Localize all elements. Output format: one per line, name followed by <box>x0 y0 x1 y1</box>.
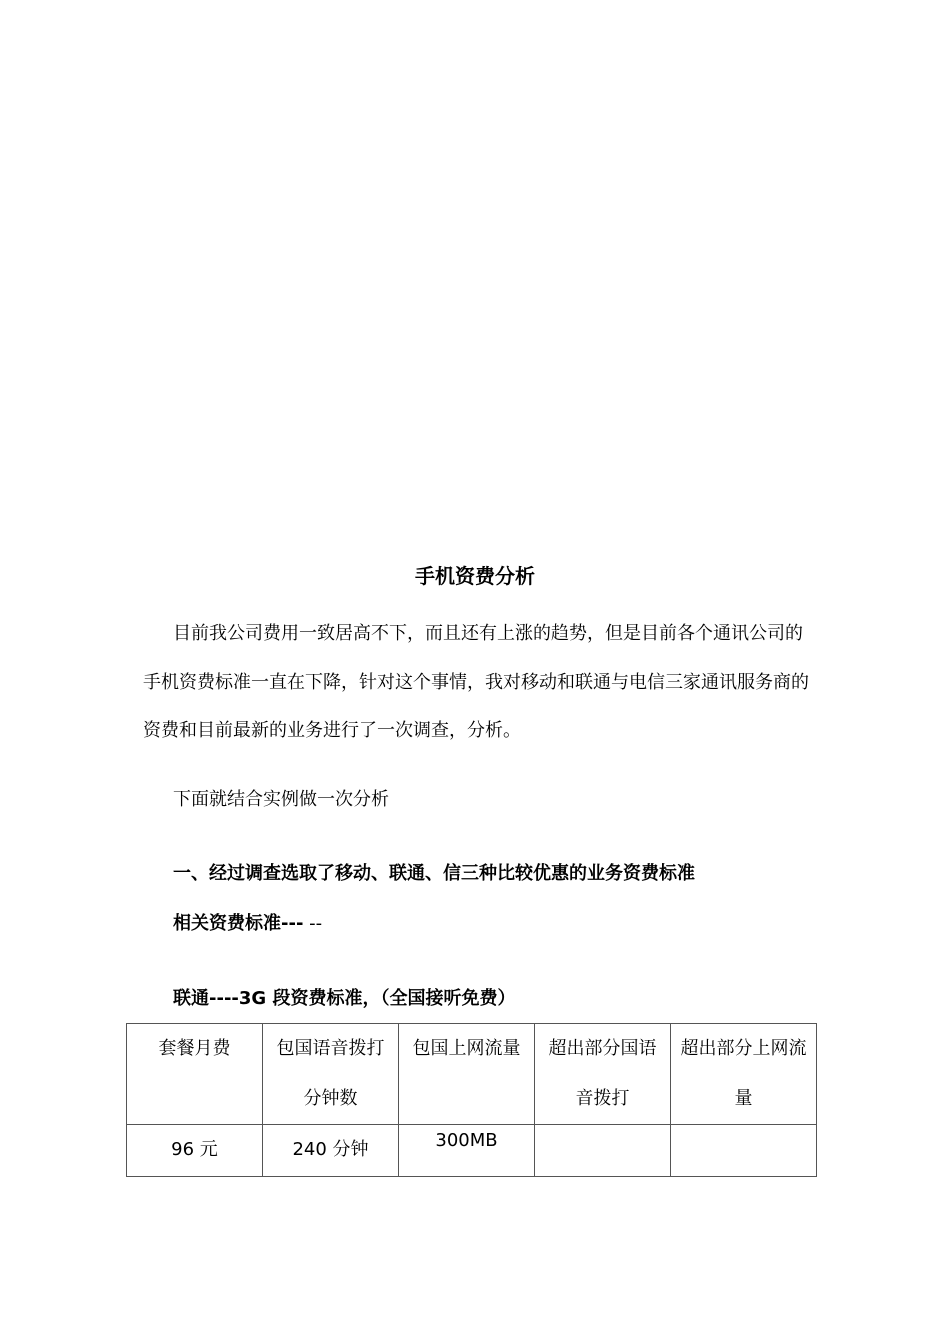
analysis-line: 下面就结合实例做一次分析 <box>173 789 389 810</box>
related-standards-label: 相关资费标准--- <box>173 913 304 934</box>
table-cell: 96 元 <box>127 1125 263 1177</box>
table-header-cell: 包国上网流量 <box>399 1024 535 1125</box>
document-title: 手机资费分析 <box>415 564 535 588</box>
table-header-row <box>127 1024 817 1125</box>
table-header-cell: 套餐月费 <box>127 1024 263 1125</box>
table-header-cell: 超出部分国语音拨打 <box>535 1024 671 1125</box>
table-header-cell: 包国语音拨打分钟数 <box>263 1024 399 1125</box>
unicom-heading: 联通----3G 段资费标准，（全国接听免费） <box>173 988 516 1009</box>
table-header-cell: 超出部分上网流量 <box>671 1024 817 1125</box>
table-cell <box>535 1125 671 1177</box>
section-heading: 一、经过调查选取了移动、联通、信三种比较优惠的业务资费标准 <box>173 863 695 884</box>
table-cell: 300MB <box>399 1125 535 1177</box>
related-standards-line <box>173 910 322 938</box>
intro-paragraph: 目前我公司费用一致居高不下，而且还有上涨的趋势，但是目前各个通讯公司的手机资费标准一直在下降，针对这个事情，我对移动和联通与电信三家通讯服务商的资费和目前最新的业务进行了一次调查，分析。 <box>143 623 809 741</box>
table-cell: 240 分钟 <box>263 1125 399 1177</box>
related-standards-suffix: -- <box>303 913 323 934</box>
table-row <box>127 1125 817 1177</box>
unicom-fee-table <box>126 1023 817 1177</box>
table-cell <box>671 1125 817 1177</box>
